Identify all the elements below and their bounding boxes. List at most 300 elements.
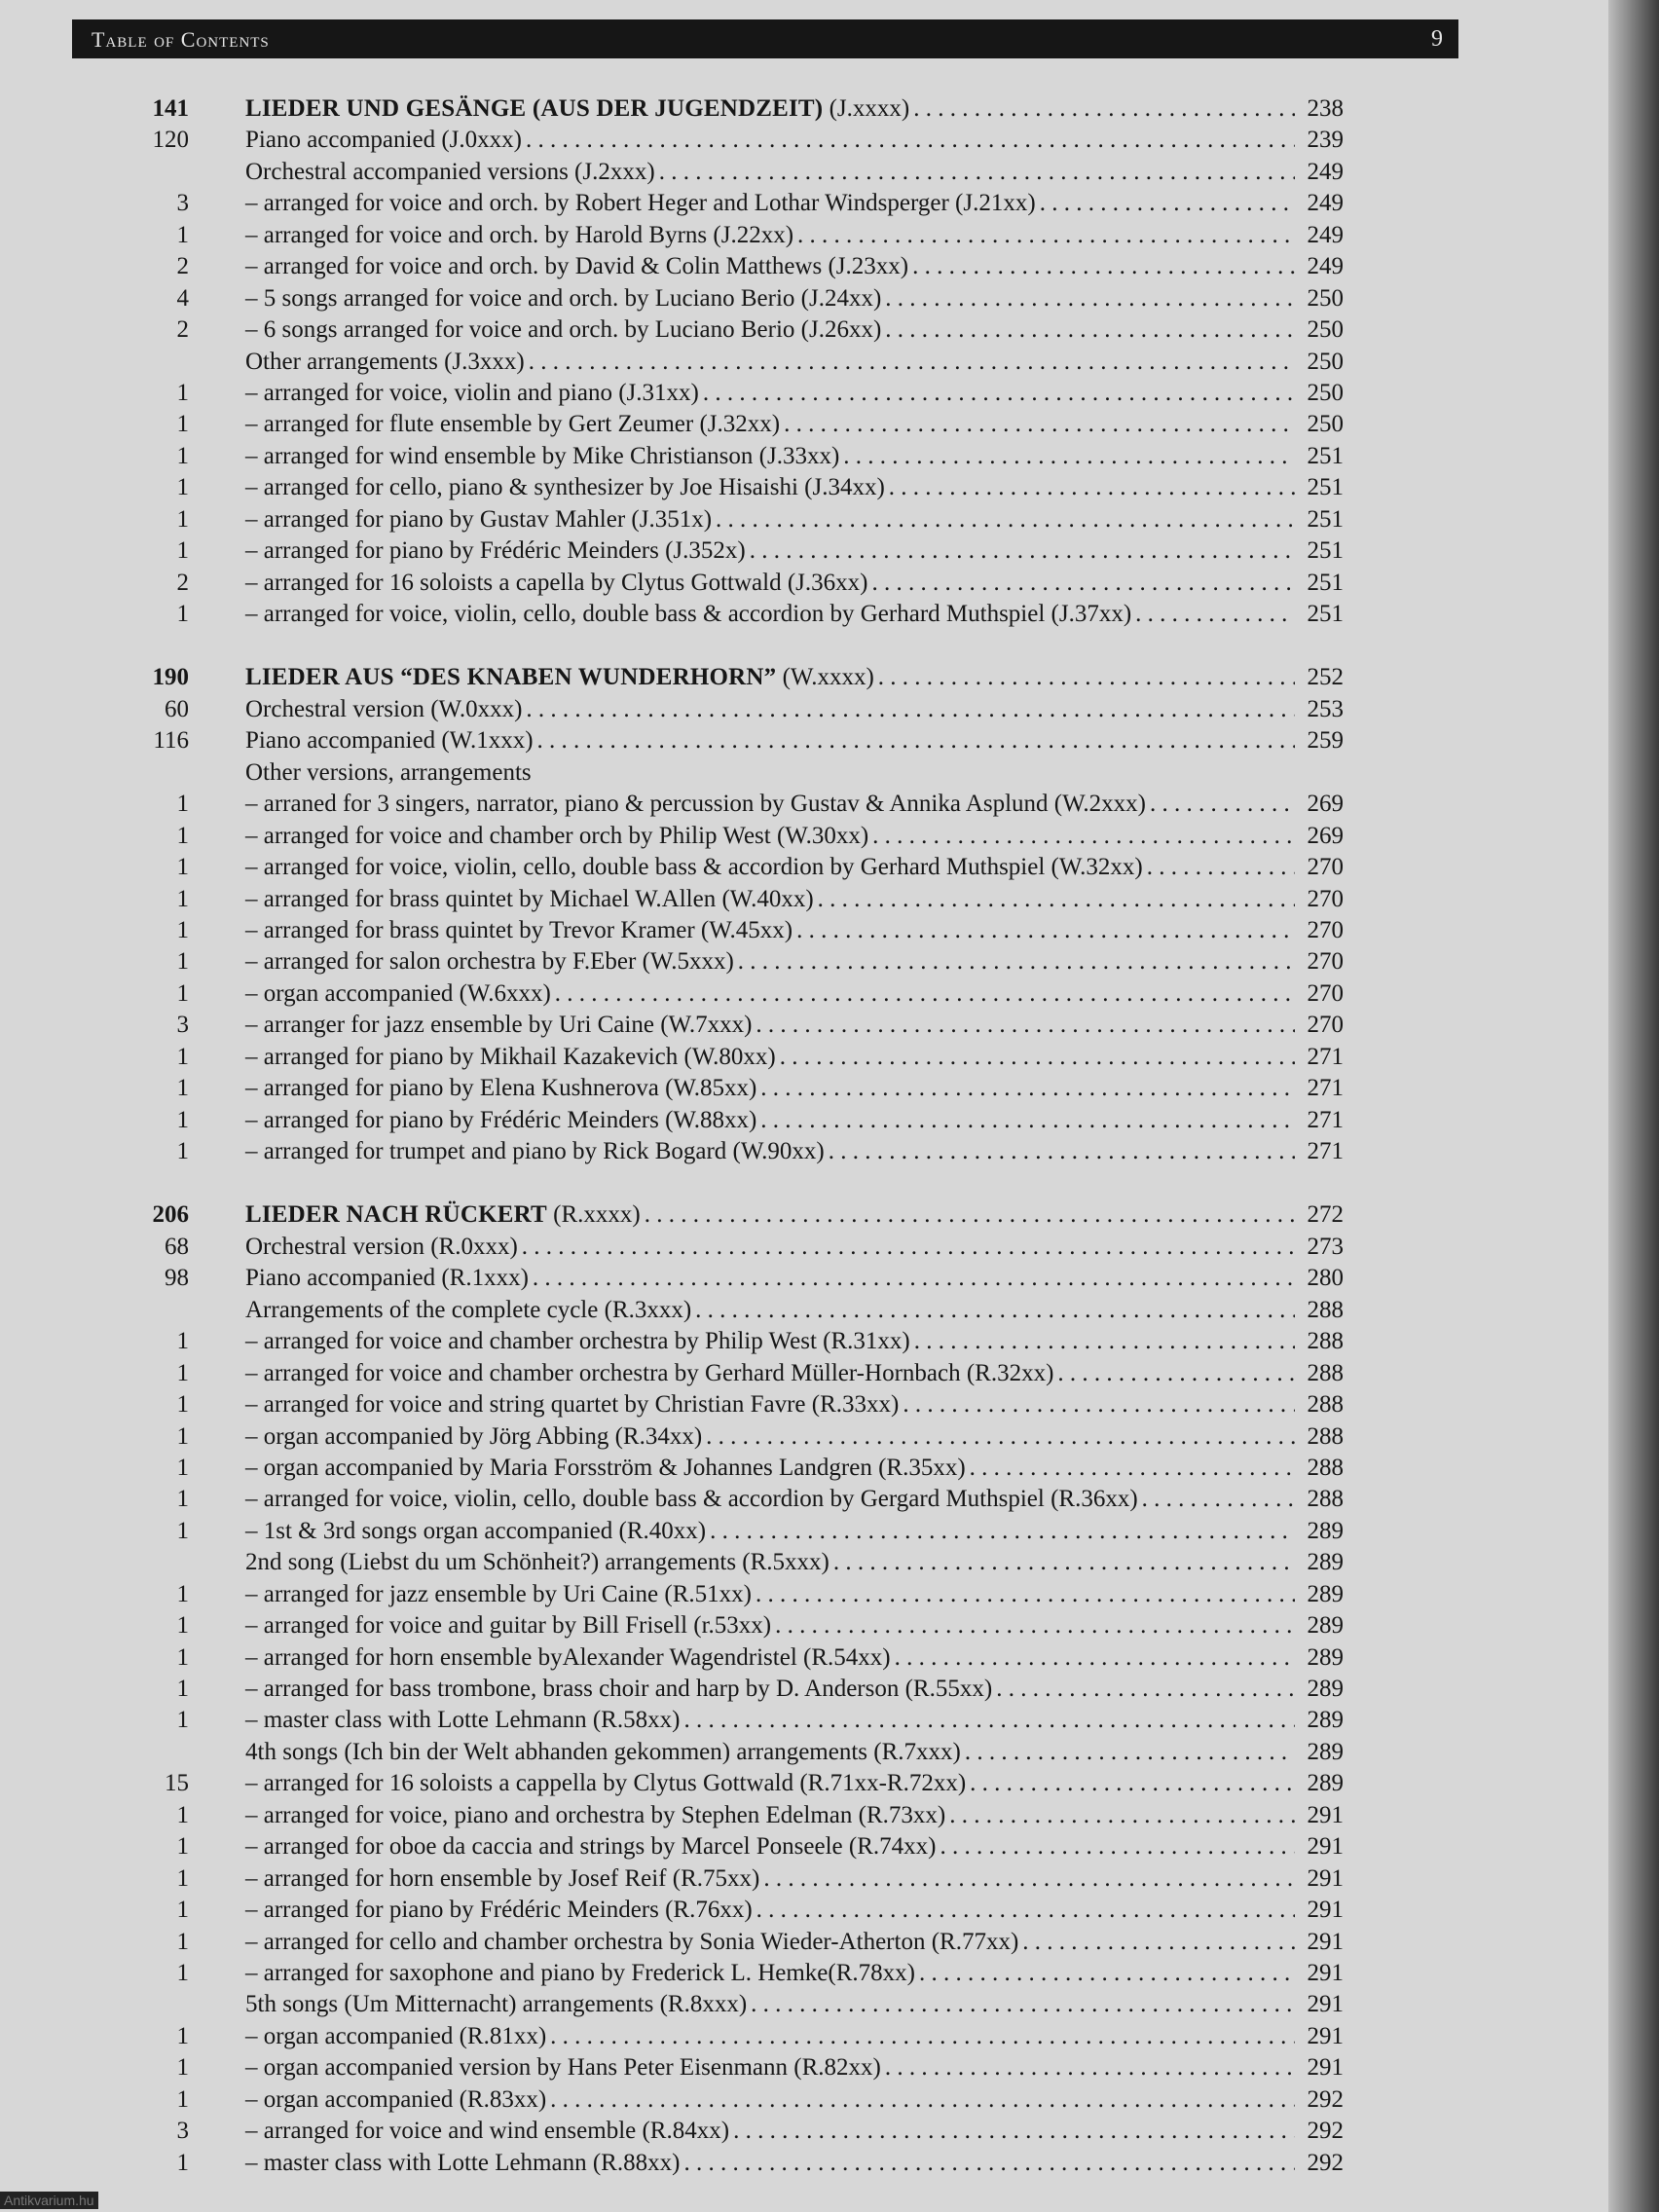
- toc-entry: [0, 283, 1608, 314]
- entry-page-number: 291: [1307, 1864, 1344, 1892]
- toc-entry: [0, 409, 1608, 440]
- entry-page-number: 270: [1307, 885, 1344, 912]
- entry-text: – arranged for piano by Frédéric Meinders (R.76xx): [245, 1897, 753, 1924]
- entry-text: – arranged for voice, violin and piano (J.31xx): [245, 379, 699, 406]
- entry-line: [245, 1895, 1344, 1926]
- entry-text: – arranged for horn ensemble by Josef Reif (R.75xx): [245, 1864, 760, 1892]
- entry-page-number: 251: [1307, 505, 1344, 533]
- section-page-number: 238: [1307, 95, 1344, 122]
- entry-text: – master class with Lotte Lehmann (R.88xx): [245, 2149, 681, 2176]
- entry-text: Piano accompanied (W.1xxx): [245, 727, 534, 755]
- toc-entry: [0, 1042, 1608, 1073]
- entry-page-number: 292: [1307, 2085, 1344, 2113]
- toc-entry: [0, 1579, 1608, 1610]
- toc-entry: [0, 915, 1608, 946]
- dot-leader: [829, 1136, 1295, 1167]
- dot-leader: [683, 1705, 1295, 1736]
- entry-line: [245, 1863, 1344, 1895]
- dot-leader: [683, 2148, 1295, 2179]
- entry-count: 120: [152, 127, 189, 154]
- entry-text: – arranged for oboe da caccia and strings by Marcel Ponseele (R.74xx): [245, 1833, 937, 1861]
- entry-count: 68: [165, 1233, 189, 1260]
- toc-entry: [0, 1674, 1608, 1705]
- section-title-group: [245, 1199, 641, 1231]
- entry-page-number: 289: [1307, 1549, 1344, 1576]
- section-code: (R.xxxx): [553, 1201, 641, 1229]
- entry-page-number: 288: [1307, 1359, 1344, 1386]
- toc-entry: [0, 1105, 1608, 1136]
- entry-page-number: 270: [1307, 854, 1344, 881]
- entry-line: [245, 1958, 1344, 1989]
- entry-count: 1: [176, 2085, 189, 2113]
- toc-entry: [0, 2021, 1608, 2052]
- dot-leader: [912, 251, 1295, 282]
- entry-text: – arraned for 3 singers, narrator, piano & percussion by Gustav & Annika Asplund (W.2xxx): [245, 791, 1146, 818]
- entry-page-number: 269: [1307, 822, 1344, 849]
- toc-entry: [0, 2084, 1608, 2116]
- page-edge-shadow: [1608, 0, 1659, 2212]
- entry-count: 1: [176, 379, 189, 406]
- entry-count: 1: [176, 1959, 189, 1986]
- entry-page-number: 271: [1307, 1075, 1344, 1102]
- dot-leader: [833, 1547, 1295, 1578]
- dot-leader: [872, 821, 1295, 852]
- toc-entry: [0, 789, 1608, 820]
- entry-text: Other arrangements (J.3xxx): [245, 348, 525, 375]
- entry-page-number: 288: [1307, 1422, 1344, 1450]
- toc-entry: [0, 1927, 1608, 1958]
- entry-line: [245, 347, 1344, 378]
- entry-line: [245, 1232, 1344, 1263]
- entry-text: 4th songs (Ich bin der Welt abhanden gekommen) arrangements (R.7xxx): [245, 1738, 961, 1765]
- entry-text: – arranged for salon orchestra by F.Eber (W.5xxx): [245, 948, 734, 976]
- dot-leader: [913, 93, 1295, 125]
- toc-entry: [0, 2052, 1608, 2083]
- entry-page-number: 249: [1307, 158, 1344, 185]
- entry-page-number: 270: [1307, 916, 1344, 943]
- dot-leader: [763, 1863, 1295, 1895]
- entry-count: 1: [176, 822, 189, 849]
- entry-line: [245, 251, 1344, 282]
- entry-count: 1: [176, 1138, 189, 1164]
- toc-entry: [0, 1831, 1608, 1862]
- toc-entry: [0, 757, 1608, 789]
- toc-entry: [0, 535, 1608, 567]
- dot-leader: [970, 1453, 1295, 1484]
- entry-line: [245, 472, 1344, 503]
- toc-entry: [0, 1389, 1608, 1420]
- entry-count: 3: [176, 2118, 189, 2145]
- entry-line: [245, 188, 1344, 219]
- entry-text: – arranged for piano by Frédéric Meinders (W.88xx): [245, 1106, 757, 1133]
- entry-count: 1: [176, 1359, 189, 1386]
- toc-entry: [0, 1358, 1608, 1389]
- entry-page-number: 249: [1307, 221, 1344, 248]
- entry-page-number: 270: [1307, 1012, 1344, 1039]
- entry-text: – organ accompanied (R.83xx): [245, 2085, 547, 2113]
- toc-entry: [0, 378, 1608, 409]
- watermark: Antikvarium.hu: [0, 2192, 98, 2209]
- entry-count: 1: [176, 1075, 189, 1102]
- entry-text: – arranged for piano by Frédéric Meinders (J.352x): [245, 537, 746, 565]
- toc-entry: [0, 1421, 1608, 1453]
- entry-count: 1: [176, 916, 189, 943]
- entry-count: 3: [176, 1012, 189, 1039]
- entry-page-number: 251: [1307, 474, 1344, 501]
- entry-count: 1: [176, 885, 189, 912]
- entry-line: [245, 1989, 1344, 2020]
- section-count: 141: [152, 95, 189, 122]
- entry-line: [245, 599, 1344, 630]
- header-title: Table of Contents: [92, 27, 270, 52]
- entry-line: [245, 1737, 1344, 1768]
- entry-page-number: 251: [1307, 537, 1344, 565]
- dot-leader: [550, 2084, 1295, 2116]
- entry-line: [245, 2084, 1344, 2116]
- toc-entry: [0, 188, 1608, 219]
- entry-count: 1: [176, 1928, 189, 1955]
- entry-line: [245, 1453, 1344, 1484]
- entry-page-number: 250: [1307, 348, 1344, 375]
- entry-line: [245, 2116, 1344, 2147]
- entry-line: [245, 1800, 1344, 1831]
- entry-count: 1: [176, 537, 189, 565]
- entry-line: [245, 1295, 1344, 1326]
- dot-leader: [784, 409, 1295, 440]
- dot-leader: [914, 1326, 1295, 1357]
- entry-text: – master class with Lotte Lehmann (R.58xx): [245, 1707, 681, 1734]
- entry-text: – arranged for saxophone and piano by Frederick L. Hemke(R.78xx): [245, 1959, 915, 1986]
- dot-leader: [760, 1105, 1295, 1136]
- entry-text: – arranged for brass quintet by Trevor Kramer (W.45xx): [245, 916, 793, 943]
- dot-leader: [533, 1263, 1295, 1294]
- entry-line: [245, 1579, 1344, 1610]
- toc-entry: [0, 1484, 1608, 1515]
- toc-entry: [0, 1453, 1608, 1484]
- dot-leader: [756, 1010, 1295, 1041]
- entry-count: 1: [176, 948, 189, 976]
- entry-text: – arranged for horn ensemble byAlexander Wagendristel (R.54xx): [245, 1643, 891, 1671]
- entry-page-number: 291: [1307, 2022, 1344, 2049]
- toc-entry: [0, 1610, 1608, 1641]
- entry-count: 1: [176, 979, 189, 1007]
- entry-count: 116: [153, 727, 189, 755]
- dot-leader: [797, 220, 1295, 251]
- entry-line: [245, 725, 1344, 756]
- entry-text: – arranged for cello, piano & synthesizer by Joe Hisaishi (J.34xx): [245, 474, 885, 501]
- entry-count: 1: [176, 442, 189, 469]
- entry-page-number: 291: [1307, 1801, 1344, 1828]
- entry-page-number: 289: [1307, 1738, 1344, 1765]
- entry-line: [245, 220, 1344, 251]
- entry-line: [245, 1389, 1344, 1420]
- entry-count: 1: [176, 601, 189, 627]
- entry-page-number: 289: [1307, 1770, 1344, 1797]
- entry-count: 1: [176, 1897, 189, 1924]
- toc-entry: [0, 1547, 1608, 1578]
- entry-text: Orchestral accompanied versions (J.2xxx): [245, 158, 655, 185]
- entry-page-number: 270: [1307, 948, 1344, 976]
- section-title: LIEDER AUS “DES KNABEN WUNDERHORN”: [245, 664, 777, 691]
- toc-entry: [0, 220, 1608, 251]
- dot-leader: [645, 1199, 1295, 1231]
- dot-leader: [903, 1389, 1295, 1420]
- entry-page-number: 291: [1307, 1897, 1344, 1924]
- toc-entry: [0, 1263, 1608, 1294]
- toc-entry: [0, 1010, 1608, 1041]
- entry-line: [245, 1263, 1344, 1294]
- page-header: [72, 19, 1458, 58]
- toc-entry: [0, 157, 1608, 188]
- entry-count: 1: [176, 2054, 189, 2082]
- entry-line: [245, 157, 1344, 188]
- entry-line: [245, 504, 1344, 535]
- entry-page-number: 271: [1307, 1106, 1344, 1133]
- entry-page-number: 288: [1307, 1328, 1344, 1355]
- dot-leader: [796, 915, 1295, 946]
- section-code: (W.xxxx): [782, 664, 874, 691]
- toc-entry: [0, 725, 1608, 756]
- entry-text: – organ accompanied by Jörg Abbing (R.34xx): [245, 1422, 703, 1450]
- entry-line: [245, 978, 1344, 1010]
- entry-text: – arranged for cello and chamber orchestra by Sonia Wieder-Atherton (R.77xx): [245, 1928, 1019, 1955]
- entry-page-number: 288: [1307, 1391, 1344, 1419]
- table-of-contents: [0, 93, 1608, 2179]
- entry-line: [245, 1484, 1344, 1515]
- entry-count: 1: [176, 411, 189, 438]
- entry-count: 2: [176, 316, 189, 344]
- dot-leader: [965, 1737, 1295, 1768]
- header-page-number: 9: [1431, 26, 1443, 52]
- entry-count: 60: [165, 695, 189, 722]
- entry-page-number: 270: [1307, 979, 1344, 1007]
- entry-count: 15: [165, 1770, 189, 1797]
- entry-page-number: 291: [1307, 1959, 1344, 1986]
- toc-entry: [0, 978, 1608, 1010]
- entry-line: [245, 1642, 1344, 1674]
- dot-leader: [1142, 1484, 1295, 1515]
- entry-count: 1: [176, 221, 189, 248]
- entry-count: 3: [176, 190, 189, 217]
- entry-line: [245, 789, 1344, 820]
- entry-count: 1: [176, 1517, 189, 1544]
- entry-text: – arranged for brass quintet by Michael W.Allen (W.40xx): [245, 885, 814, 912]
- entry-text: – arranged for voice and wind ensemble (R.84xx): [245, 2118, 730, 2145]
- entry-text: – arranged for voice and guitar by Bill Frisell (r.53xx): [245, 1612, 772, 1640]
- entry-line: [245, 946, 1344, 977]
- dot-leader: [550, 2021, 1295, 2052]
- entry-text: – arranged for voice and chamber orchestra by Philip West (R.31xx): [245, 1328, 910, 1355]
- dot-leader: [750, 535, 1295, 567]
- dot-leader: [919, 1958, 1295, 1989]
- dot-leader: [695, 1295, 1295, 1326]
- entry-text: – arranged for piano by Mikhail Kazakevich (W.80xx): [245, 1043, 776, 1070]
- entry-page-number: 288: [1307, 1486, 1344, 1513]
- entry-page-number: 249: [1307, 253, 1344, 280]
- entry-count: 1: [176, 1043, 189, 1070]
- dot-leader: [706, 1421, 1295, 1453]
- entry-text: Arrangements of the complete cycle (R.3xxx): [245, 1296, 692, 1323]
- toc-entry: [0, 347, 1608, 378]
- entry-page-number: 269: [1307, 791, 1344, 818]
- entry-text: – organ accompanied version by Hans Peter Eisenmann (R.82xx): [245, 2054, 881, 2082]
- entry-count: 1: [176, 854, 189, 881]
- entry-text: – arranged for bass trombone, brass choir and harp by D. Anderson (R.55xx): [245, 1676, 993, 1702]
- entry-count: 1: [176, 1328, 189, 1355]
- entry-text: – 6 songs arranged for voice and orch. by Luciano Berio (J.26xx): [245, 316, 882, 344]
- section-page-number: 252: [1307, 664, 1344, 691]
- section-heading-line: [245, 93, 1344, 125]
- entry-text: – arranged for voice, violin, cello, double bass & accordion by Gergard Muthspiel (R.36xx): [245, 1486, 1138, 1513]
- dot-leader: [1057, 1358, 1295, 1389]
- entry-count: 1: [176, 1391, 189, 1419]
- dot-leader: [1147, 852, 1295, 883]
- entry-line: [245, 1358, 1344, 1389]
- entry-line: [245, 568, 1344, 599]
- entry-line: [245, 1136, 1344, 1167]
- toc-entry: [0, 821, 1608, 852]
- dot-leader: [751, 1989, 1295, 2020]
- entry-line: [245, 535, 1344, 567]
- entry-text: Other versions, arrangements: [245, 758, 532, 786]
- dot-leader: [895, 1642, 1295, 1674]
- dot-leader: [756, 1895, 1295, 1926]
- entry-page-number: 292: [1307, 2118, 1344, 2145]
- entry-page-number: 273: [1307, 1233, 1344, 1260]
- entry-text: – 1st & 3rd songs organ accompanied (R.40xx): [245, 1517, 707, 1544]
- section-count: 190: [152, 664, 189, 691]
- entry-page-number: 249: [1307, 190, 1344, 217]
- dot-leader: [526, 125, 1295, 156]
- entry-line: [245, 1042, 1344, 1073]
- toc-entry: [0, 1516, 1608, 1547]
- section-count: 206: [152, 1201, 189, 1229]
- entry-text: – arranged for voice, violin, cello, double bass & accordion by Gerhard Muthspiel (J.37xx): [245, 601, 1132, 627]
- entry-text: Piano accompanied (J.0xxx): [245, 127, 522, 154]
- entry-text: – arranged for voice and string quartet by Christian Favre (R.33xx): [245, 1391, 900, 1419]
- entry-page-number: 292: [1307, 2149, 1344, 2176]
- entry-count: 1: [176, 1580, 189, 1607]
- dot-leader: [716, 504, 1295, 535]
- entry-page-number: 288: [1307, 1296, 1344, 1323]
- entry-line: [245, 1768, 1344, 1799]
- section-heading-line: [245, 1199, 1344, 1231]
- entry-page-number: 289: [1307, 1612, 1344, 1640]
- dot-leader: [885, 2052, 1295, 2083]
- entry-text: Piano accompanied (R.1xxx): [245, 1265, 529, 1292]
- entry-page-number: 250: [1307, 316, 1344, 344]
- entry-count: 1: [176, 1454, 189, 1481]
- entry-text: – arranged for jazz ensemble by Uri Caine (R.51xx): [245, 1580, 752, 1607]
- toc-entry: [0, 852, 1608, 883]
- entry-line: [245, 694, 1344, 725]
- entry-line: [245, 1105, 1344, 1136]
- dot-leader: [970, 1768, 1295, 1799]
- toc-entry: [0, 1326, 1608, 1357]
- toc-entry: [0, 1136, 1608, 1167]
- toc-entry: [0, 599, 1608, 630]
- toc-entry: [0, 568, 1608, 599]
- section-title-group: [245, 93, 909, 125]
- section-title-group: [245, 662, 874, 693]
- entry-text: – arranged for trumpet and piano by Rick Bogard (W.90xx): [245, 1138, 825, 1164]
- entry-count: 1: [176, 1486, 189, 1513]
- entry-count: 1: [176, 1643, 189, 1671]
- entry-text: – arranged for wind ensemble by Mike Christianson (J.33xx): [245, 442, 840, 469]
- toc-entry: [0, 251, 1608, 282]
- toc-entry: [0, 472, 1608, 503]
- entry-count: 1: [176, 1612, 189, 1640]
- entry-line: [245, 378, 1344, 409]
- entry-page-number: 291: [1307, 2054, 1344, 2082]
- dot-leader: [760, 1073, 1295, 1104]
- dot-leader: [889, 472, 1295, 503]
- dot-leader: [703, 378, 1295, 409]
- entry-page-number: 250: [1307, 411, 1344, 438]
- entry-text: 2nd song (Liebst du um Schönheit?) arrangements (R.5xxx): [245, 1549, 830, 1576]
- toc-entry: [0, 1232, 1608, 1263]
- toc-entry: [0, 1958, 1608, 1989]
- dot-leader: [843, 441, 1295, 472]
- section-title: LIEDER UND GESÄNGE (AUS DER JUGENDZEIT): [245, 95, 824, 122]
- entry-line: [245, 125, 1344, 156]
- entry-count: 1: [176, 474, 189, 501]
- entry-text: – arranged for voice and orch. by Harold Byrns (J.22xx): [245, 221, 794, 248]
- dot-leader: [537, 725, 1295, 756]
- toc-entry: [0, 314, 1608, 346]
- toc-entry: [0, 1737, 1608, 1768]
- section-code: (J.xxxx): [829, 95, 910, 122]
- entry-line: [245, 1073, 1344, 1104]
- entry-page-number: 250: [1307, 379, 1344, 406]
- entry-page-number: 288: [1307, 1454, 1344, 1481]
- dot-leader: [780, 1042, 1295, 1073]
- dot-leader: [659, 157, 1295, 188]
- toc-entry: [0, 441, 1608, 472]
- toc-entry: [0, 1800, 1608, 1831]
- entry-line: [245, 1421, 1344, 1453]
- toc-entry: [0, 2148, 1608, 2179]
- entry-line: [245, 915, 1344, 946]
- toc-entry: [0, 125, 1608, 156]
- dot-leader: [529, 347, 1295, 378]
- dot-leader: [710, 1516, 1295, 1547]
- entry-page-number: 291: [1307, 1833, 1344, 1861]
- toc-entry: [0, 1895, 1608, 1926]
- entry-text: – arranged for voice and orch. by David & Colin Matthews (J.23xx): [245, 253, 909, 280]
- entry-line: [245, 2052, 1344, 2083]
- toc-entry: [0, 1768, 1608, 1799]
- entry-count: 1: [176, 1864, 189, 1892]
- entry-text: – arranger for jazz ensemble by Uri Caine (W.7xxx): [245, 1012, 753, 1039]
- toc-entry: [0, 1073, 1608, 1104]
- entry-line: [245, 1831, 1344, 1862]
- entry-text: – organ accompanied by Maria Forsström & Johannes Landgren (R.35xx): [245, 1454, 966, 1481]
- entry-line: [245, 283, 1344, 314]
- entry-text: 5th songs (Um Mitternacht) arrangements (R.8xxx): [245, 1991, 748, 2018]
- entry-line: [245, 1010, 1344, 1041]
- entry-text: – arranged for piano by Elena Kushnerova (W.85xx): [245, 1075, 757, 1102]
- dot-leader: [733, 2116, 1295, 2147]
- section-heading: [0, 93, 1608, 125]
- entry-text: Orchestral version (R.0xxx): [245, 1233, 518, 1260]
- entry-line: [245, 2148, 1344, 2179]
- entry-text: – arranged for voice, piano and orchestra by Stephen Edelman (R.73xx): [245, 1801, 946, 1828]
- section-spacer: [0, 630, 1608, 662]
- toc-entry: [0, 2116, 1608, 2147]
- entry-text: – arranged for piano by Gustav Mahler (J.351x): [245, 505, 713, 533]
- entry-text: – organ accompanied (R.81xx): [245, 2022, 547, 2049]
